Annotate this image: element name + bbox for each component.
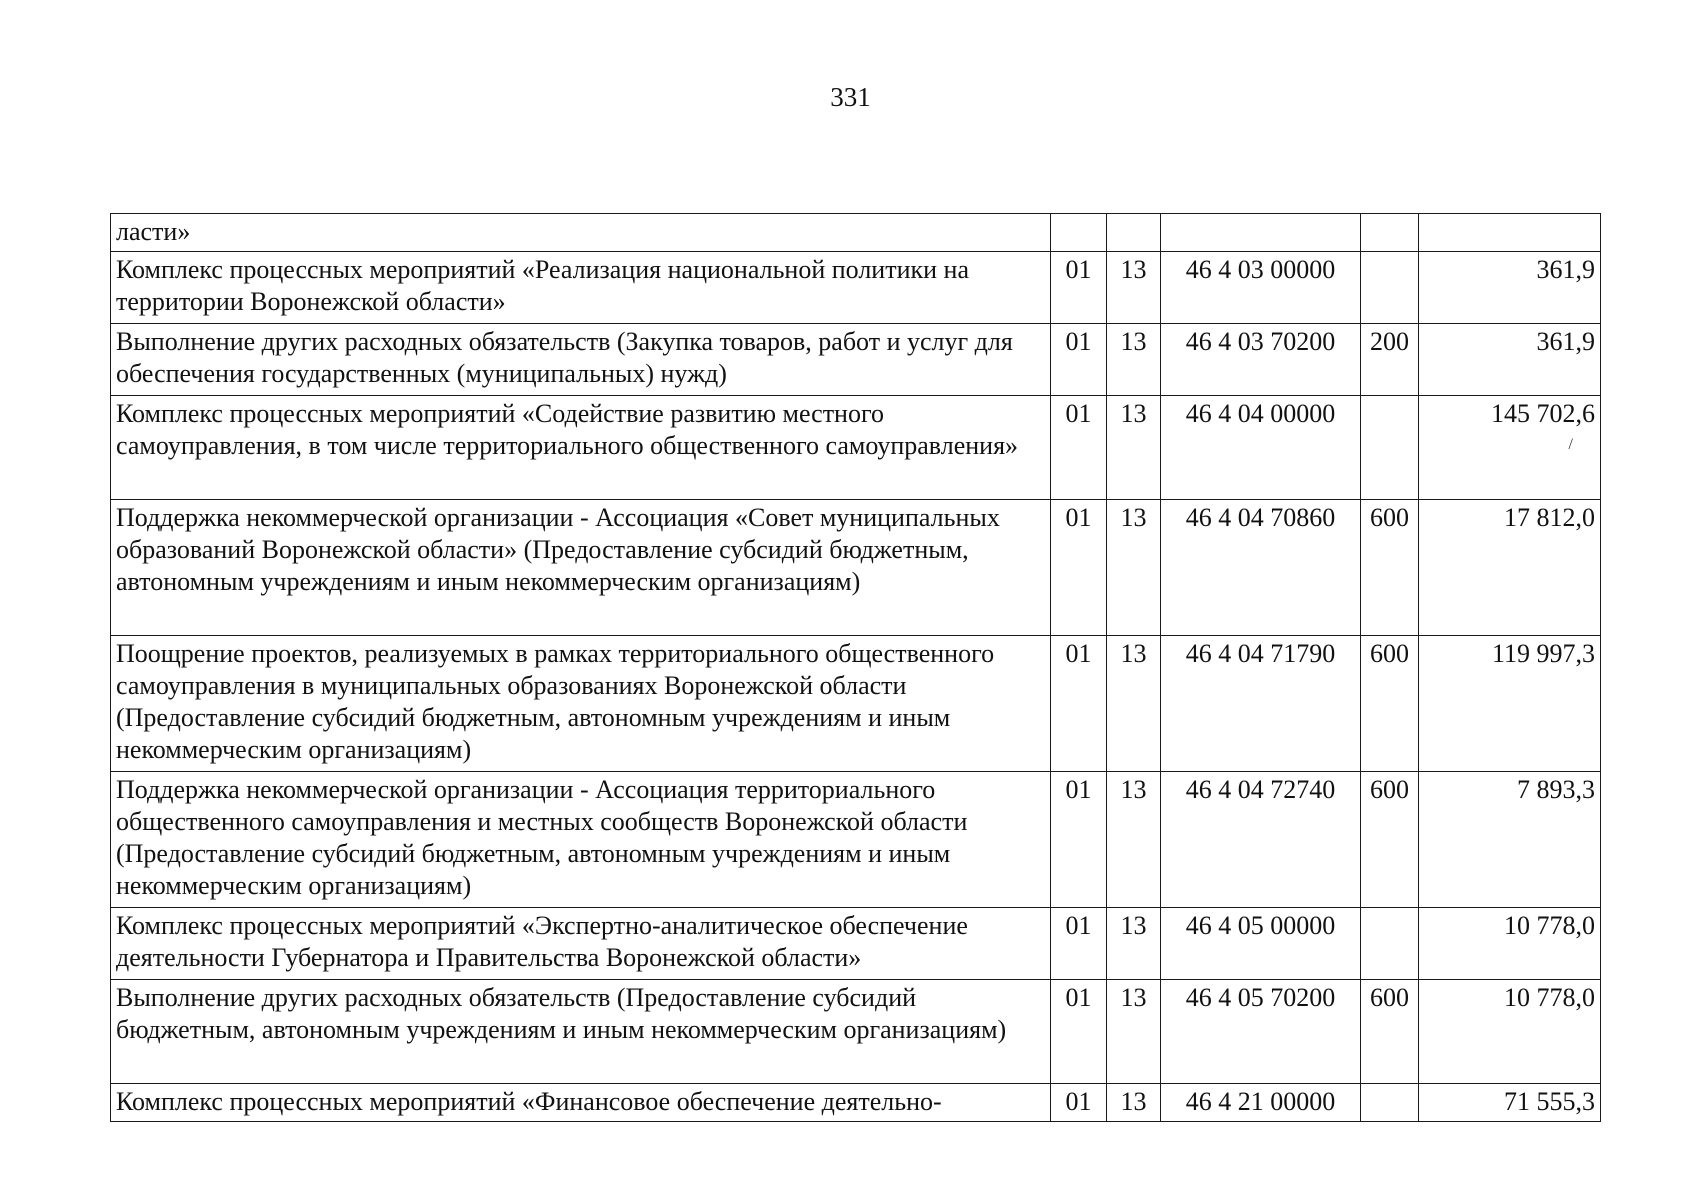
- page-number: 331: [830, 82, 871, 112]
- row-amount: 361,9: [1419, 252, 1601, 324]
- row-expense-type: 600: [1361, 772, 1419, 908]
- table-row: [111, 908, 1601, 980]
- row-section-code: 01: [1051, 980, 1107, 1084]
- row-name: ласти»: [111, 214, 1051, 252]
- row-amount: 71 555,3: [1419, 1084, 1601, 1122]
- row-subsection-code: 13: [1107, 500, 1161, 636]
- row-expense-type: [1361, 252, 1419, 324]
- pen-mark: /: [1568, 436, 1573, 453]
- row-amount: 119 997,3: [1419, 636, 1601, 772]
- row-name: Выполнение других расходных обязательств (Предоставление субсидий бюджетным, автономным учреждениям и иным некоммерческим организациям): [111, 980, 1051, 1084]
- table-row: [111, 1084, 1601, 1122]
- row-target-article: 46 4 03 00000: [1161, 252, 1361, 324]
- row-expense-type: [1361, 214, 1419, 252]
- row-name: Комплекс процессных мероприятий «Экспертно-аналитическое обеспечение деятельности Губернатора и Правительства Воронежской области»: [111, 908, 1051, 980]
- row-subsection-code: 13: [1107, 980, 1161, 1084]
- row-target-article: 46 4 05 70200: [1161, 980, 1361, 1084]
- row-amount: 10 778,0: [1419, 980, 1601, 1084]
- row-amount-cell: [1419, 396, 1601, 500]
- row-section-code: 01: [1051, 1084, 1107, 1122]
- row-name: Поддержка некоммерческой организации - Ассоциация территориального общественного самоуправления и местных сообществ Воронежской области (Предоставление субсидий бюджетным, автономным учреждениям и иным некоммерческим организациям): [111, 772, 1051, 908]
- row-target-article: 46 4 04 71790: [1161, 636, 1361, 772]
- row-amount: 17 812,0: [1419, 500, 1601, 636]
- row-section-code: 01: [1051, 500, 1107, 636]
- row-amount: 10 778,0: [1419, 908, 1601, 980]
- row-target-article: 46 4 04 72740: [1161, 772, 1361, 908]
- row-amount: [1419, 214, 1601, 252]
- table-row: [111, 980, 1601, 1084]
- row-subsection-code: 13: [1107, 636, 1161, 772]
- row-subsection-code: 13: [1107, 252, 1161, 324]
- row-section-code: 01: [1051, 396, 1107, 500]
- row-amount: 361,9: [1419, 324, 1601, 396]
- row-target-article: 46 4 21 00000: [1161, 1084, 1361, 1122]
- row-section-code: 01: [1051, 772, 1107, 908]
- row-name: Поощрение проектов, реализуемых в рамках территориального общественного самоуправления в муниципальных образованиях Воронежской области (Предоставление субсидий бюджетным, автономным учреждениям и иным некоммерческим организациям): [111, 636, 1051, 772]
- row-target-article: 46 4 03 70200: [1161, 324, 1361, 396]
- row-name: Комплекс процессных мероприятий «Содействие развитию местного самоуправления, в том числе территориального общественного самоуправления»: [111, 396, 1051, 500]
- table-row: [111, 772, 1601, 908]
- row-amount: 7 893,3: [1419, 772, 1601, 908]
- table-row: [111, 636, 1601, 772]
- row-expense-type: [1361, 908, 1419, 980]
- table-row: [111, 396, 1601, 500]
- row-section-code: 01: [1051, 324, 1107, 396]
- row-subsection-code: 13: [1107, 1084, 1161, 1122]
- row-target-article: 46 4 05 00000: [1161, 908, 1361, 980]
- row-target-article: 46 4 04 70860: [1161, 500, 1361, 636]
- table-row: [111, 500, 1601, 636]
- table-row: [111, 324, 1601, 396]
- row-target-article: [1161, 214, 1361, 252]
- row-section-code: 01: [1051, 908, 1107, 980]
- table-row: [111, 214, 1601, 252]
- row-amount: 145 702,6: [1491, 399, 1595, 428]
- row-name: Выполнение других расходных обязательств (Закупка товаров, работ и услуг для обеспечения государственных (муниципальных) нужд): [111, 324, 1051, 396]
- row-name: Поддержка некоммерческой организации - Ассоциация «Совет муниципальных образований Воронежской области» (Предоставление субсидий бюджетным, автономным учреждениям и иным некоммерческим организациям): [111, 500, 1051, 636]
- table-row: [111, 252, 1601, 324]
- row-section-code: 01: [1051, 252, 1107, 324]
- row-expense-type: 600: [1361, 980, 1419, 1084]
- row-section-code: 01: [1051, 636, 1107, 772]
- budget-table: [110, 213, 1601, 1122]
- row-expense-type: 600: [1361, 636, 1419, 772]
- row-subsection-code: 13: [1107, 396, 1161, 500]
- row-subsection-code: 13: [1107, 324, 1161, 396]
- row-subsection-code: 13: [1107, 908, 1161, 980]
- row-expense-type: [1361, 1084, 1419, 1122]
- row-subsection-code: 13: [1107, 772, 1161, 908]
- row-expense-type: 600: [1361, 500, 1419, 636]
- row-name: Комплекс процессных мероприятий «Реализация национальной политики на территории Воронежской области»: [111, 252, 1051, 324]
- row-expense-type: [1361, 396, 1419, 500]
- row-name: Комплекс процессных мероприятий «Финансовое обеспечение деятельно-: [111, 1084, 1051, 1122]
- row-subsection-code: [1107, 214, 1161, 252]
- row-section-code: [1051, 214, 1107, 252]
- row-expense-type: 200: [1361, 324, 1419, 396]
- row-target-article: 46 4 04 00000: [1161, 396, 1361, 500]
